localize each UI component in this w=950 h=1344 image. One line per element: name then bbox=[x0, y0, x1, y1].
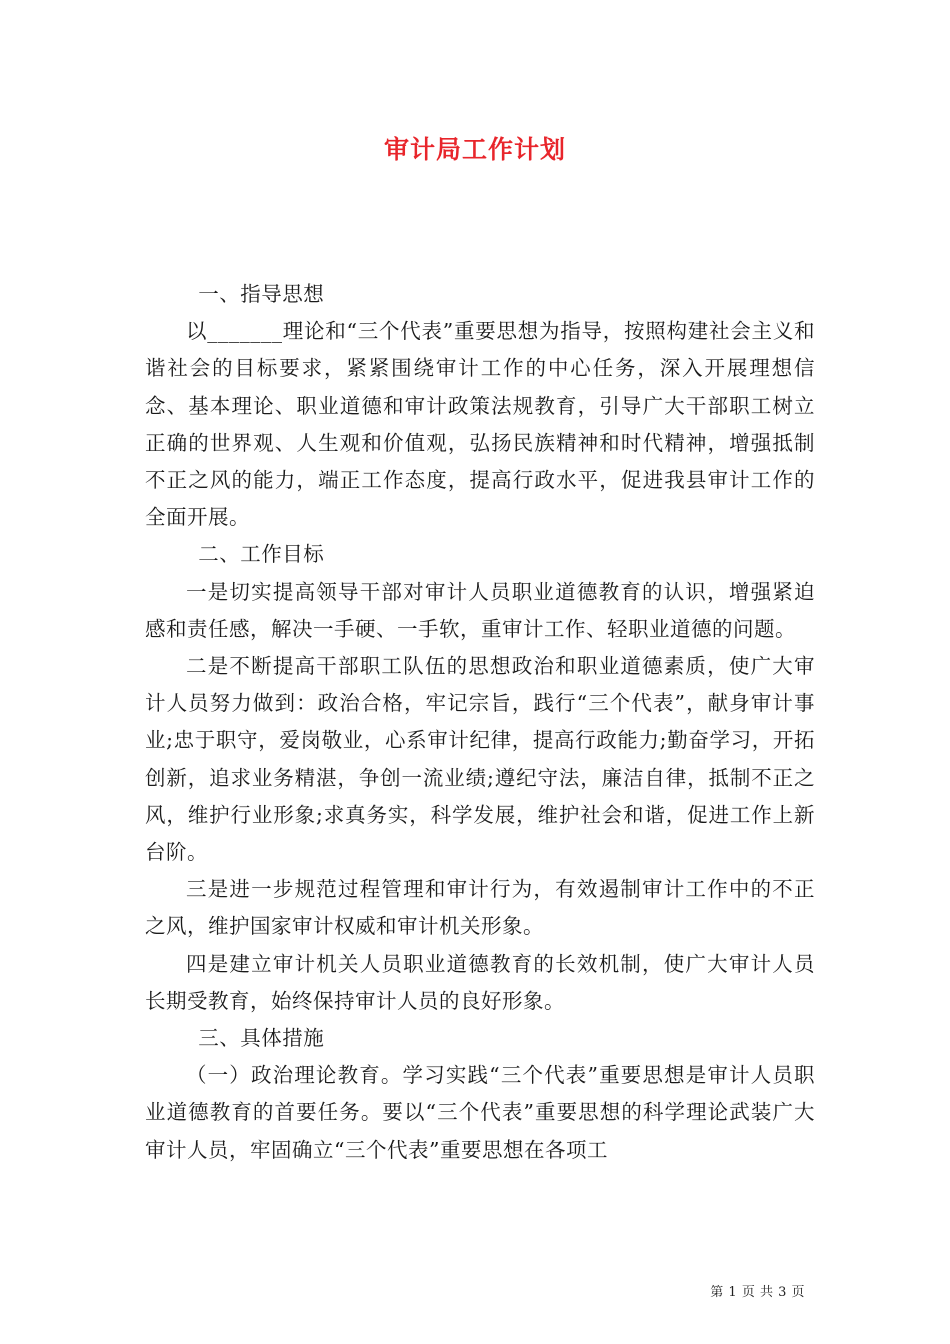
paragraph-goal-3: 三是进一步规范过程管理和审计行为，有效遏制审计工作中的不正之风，维护国家审计权威和审计机关形象。 bbox=[145, 877, 815, 939]
document-body bbox=[145, 276, 815, 1169]
paragraph-guiding-thought: 以_______理论和“三个代表”重要思想为指导，按照构建社会主义和谐社会的目标要求，紧紧围绕审计工作的中心任务，深入开展理想信念、基本理论、职业道德和审计政策法规教育，引导广大干部职工树立正确的世界观、人生观和价值观，弘扬民族精神和时代精神，增强抵制不正之风的能力，端正工作态度，提高行政水平，促进我县审计工作的全面开展。 bbox=[145, 319, 815, 530]
section-heading-guiding-thought: 一、指导思想 bbox=[198, 282, 325, 306]
document-title: 审计局工作计划 bbox=[383, 135, 566, 164]
paragraph-goal-1: 一是切实提高领导干部对审计人员职业道德教育的认识，增强紧迫感和责任感，解决一手硬、一手软，重审计工作、轻职业道德的问题。 bbox=[145, 579, 815, 641]
section-heading-measures: 三、具体措施 bbox=[198, 1026, 325, 1051]
paragraph-measure-1: （一）政治理论教育。学习实践“三个代表”重要思想是审计人员职业道德教育的首要任务。要以“三个代表”重要思想的科学理论武装广大审计人员，牢固确立“三个代表”重要思想在各项工 bbox=[145, 1063, 815, 1162]
paragraph-goal-2: 二是不断提高干部职工队伍的思想政治和职业道德素质，使广大审计人员努力做到：政治合格，牢记宗旨，践行“三个代表”，献身审计事业;忠于职守，爱岗敬业，心系审计纪律，提高行政能力;勤奋学习，开拓创新，追求业务精湛，争创一流业绩;遵纪守法，廉洁自律，抵制不正之风，维护行业形象;求真务实，科学发展，维护社会和谐，促进工作上新台阶。 bbox=[145, 654, 815, 865]
section-heading-work-goals: 二、工作目标 bbox=[198, 542, 325, 567]
page-number: 第 1 页 共 3 页 bbox=[710, 1285, 805, 1300]
paragraph-goal-4: 四是建立审计机关人员职业道德教育的长效机制，使广大审计人员长期受教育，始终保持审计人员的良好形象。 bbox=[145, 951, 815, 1013]
